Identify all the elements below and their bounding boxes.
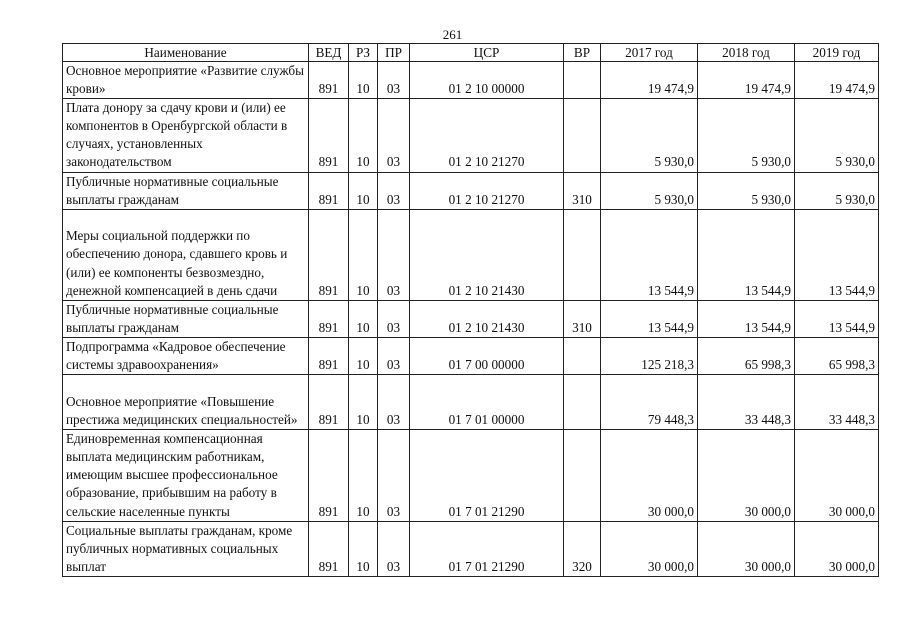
row-2017: 13 544,9: [601, 300, 698, 337]
row-2019: 13 544,9: [795, 300, 879, 337]
row-name: Основное мероприятие «Развитие службы крови»: [63, 62, 309, 99]
row-rz: 10: [349, 99, 378, 172]
header-vr: ВР: [564, 44, 601, 62]
row-2019: 30 000,0: [795, 521, 879, 576]
header-2019: 2019 год: [795, 44, 879, 62]
row-2019: 65 998,3: [795, 337, 879, 374]
row-rz: 10: [349, 209, 378, 300]
row-2018: 13 544,9: [698, 209, 795, 300]
row-name: Публичные нормативные социальные выплаты гражданам: [63, 300, 309, 337]
row-vr: [564, 62, 601, 99]
row-rz: 10: [349, 172, 378, 209]
row-name: Плата донору за сдачу крови и (или) ее компонентов в Оренбургской области в случаях, установленных законодательством: [63, 99, 309, 172]
row-rz: 10: [349, 375, 378, 430]
row-csr: 01 7 01 21290: [410, 430, 564, 521]
row-2018: 30 000,0: [698, 430, 795, 521]
row-2019: 5 930,0: [795, 99, 879, 172]
row-2018: 5 930,0: [698, 99, 795, 172]
row-csr: 01 7 01 00000: [410, 375, 564, 430]
budget-table: [62, 43, 879, 577]
row-ved: 891: [309, 99, 349, 172]
header-rz: РЗ: [349, 44, 378, 62]
header-2018: 2018 год: [698, 44, 795, 62]
row-pr: 03: [378, 62, 410, 99]
row-name: Меры социальной поддержки по обеспечению донора, сдавшего кровь и (или) ее компоненты безвозмездно, денежной компенсацией в день сдачи: [63, 209, 309, 300]
row-2018: 5 930,0: [698, 172, 795, 209]
row-2019: 19 474,9: [795, 62, 879, 99]
row-2017: 79 448,3: [601, 375, 698, 430]
table-row: [63, 99, 879, 172]
row-csr: 01 7 01 21290: [410, 521, 564, 576]
row-pr: 03: [378, 300, 410, 337]
row-ved: 891: [309, 337, 349, 374]
row-2017: 30 000,0: [601, 430, 698, 521]
row-vr: [564, 209, 601, 300]
row-rz: 10: [349, 300, 378, 337]
table-row: [63, 337, 879, 374]
row-pr: 03: [378, 430, 410, 521]
row-2018: 30 000,0: [698, 521, 795, 576]
row-2017: 30 000,0: [601, 521, 698, 576]
row-name: Подпрограмма «Кадровое обеспечение системы здравоохранения»: [63, 337, 309, 374]
row-vr: 310: [564, 172, 601, 209]
row-vr: 310: [564, 300, 601, 337]
row-ved: 891: [309, 172, 349, 209]
row-2019: 13 544,9: [795, 209, 879, 300]
row-ved: 891: [309, 209, 349, 300]
page-number: 261: [442, 27, 463, 42]
row-vr: 320: [564, 521, 601, 576]
table-row: [63, 375, 879, 430]
row-ved: 891: [309, 62, 349, 99]
row-2018: 33 448,3: [698, 375, 795, 430]
table-row: [63, 172, 879, 209]
row-pr: 03: [378, 99, 410, 172]
row-vr: [564, 99, 601, 172]
row-pr: 03: [378, 172, 410, 209]
header-pr: ПР: [378, 44, 410, 62]
row-2017: 125 218,3: [601, 337, 698, 374]
row-csr: 01 2 10 21270: [410, 99, 564, 172]
row-pr: 03: [378, 521, 410, 576]
table-row: [63, 62, 879, 99]
table-row: [63, 209, 879, 300]
header-name: Наименование: [63, 44, 309, 62]
row-2017: 19 474,9: [601, 62, 698, 99]
row-ved: 891: [309, 430, 349, 521]
row-ved: 891: [309, 375, 349, 430]
row-rz: 10: [349, 337, 378, 374]
row-vr: [564, 375, 601, 430]
row-csr: 01 2 10 00000: [410, 62, 564, 99]
table-row: [63, 430, 879, 521]
header-ved: ВЕД: [309, 44, 349, 62]
table-row: [63, 521, 879, 576]
row-2017: 5 930,0: [601, 99, 698, 172]
row-rz: 10: [349, 430, 378, 521]
row-vr: [564, 337, 601, 374]
row-name: Единовременная компенсационная выплата медицинским работникам, имеющим высшее профессиональное образование, прибывшим на работу в сельские населенные пункты: [63, 430, 309, 521]
row-pr: 03: [378, 209, 410, 300]
row-ved: 891: [309, 521, 349, 576]
row-2019: 5 930,0: [795, 172, 879, 209]
row-name: Социальные выплаты гражданам, кроме публичных нормативных социальных выплат: [63, 521, 309, 576]
row-2018: 19 474,9: [698, 62, 795, 99]
row-csr: 01 2 10 21430: [410, 209, 564, 300]
header-csr: ЦСР: [410, 44, 564, 62]
row-pr: 03: [378, 375, 410, 430]
row-name: Основное мероприятие «Повышение престижа медицинских специальностей»: [63, 375, 309, 430]
row-2019: 33 448,3: [795, 375, 879, 430]
row-ved: 891: [309, 300, 349, 337]
row-2017: 13 544,9: [601, 209, 698, 300]
row-2018: 65 998,3: [698, 337, 795, 374]
row-rz: 10: [349, 62, 378, 99]
table-header-row: [63, 44, 879, 62]
row-csr: 01 7 00 00000: [410, 337, 564, 374]
row-2018: 13 544,9: [698, 300, 795, 337]
row-2019: 30 000,0: [795, 430, 879, 521]
row-pr: 03: [378, 337, 410, 374]
row-csr: 01 2 10 21430: [410, 300, 564, 337]
row-2017: 5 930,0: [601, 172, 698, 209]
row-rz: 10: [349, 521, 378, 576]
header-2017: 2017 год: [601, 44, 698, 62]
row-name: Публичные нормативные социальные выплаты гражданам: [63, 172, 309, 209]
row-vr: [564, 430, 601, 521]
table-row: [63, 300, 879, 337]
row-csr: 01 2 10 21270: [410, 172, 564, 209]
